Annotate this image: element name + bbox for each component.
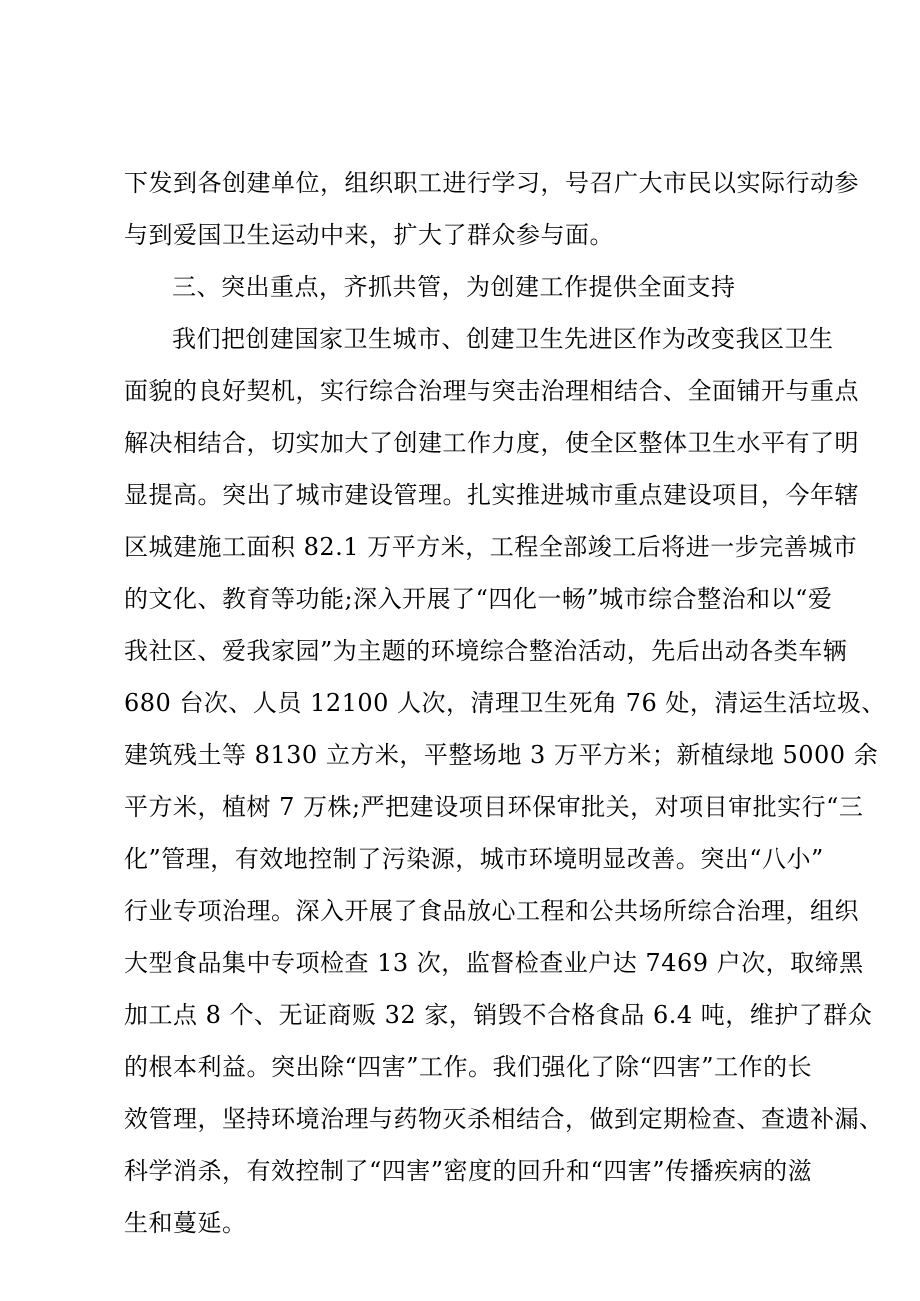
paragraph-line: 与到爱国卫生运动中来，扩大了群众参与面。: [124, 221, 614, 249]
paragraph-line: 生和蔓延。: [124, 1209, 247, 1237]
paragraph-line: 的根本利益。突出除“四害”工作。我们强化了除“四害”工作的长: [124, 1053, 813, 1081]
paragraph-line: 解决相结合，切实加大了创建工作力度，使全区整体卫生水平有了明: [124, 429, 859, 457]
section-heading: 三、突出重点，齐抓共管，为创建工作提供全面支持: [172, 273, 736, 301]
paragraph-line: 大型食品集中专项检查 13 次，监督检查业户达 7469 户次，取缔黑: [124, 949, 864, 977]
paragraph-line: 化”管理，有效地控制了污染源，城市环境明显改善。突出“八小”: [124, 845, 824, 873]
paragraph-line: 平方米，植树 7 万株;严把建设项目环保审批关，对项目审批实行“三: [124, 793, 864, 821]
paragraph-line: 建筑残土等 8130 立方米，平整场地 3 万平方米；新植绿地 5000 余: [124, 741, 879, 769]
paragraph-line: 显提高。突出了城市建设管理。扎实推进城市重点建设项目，今年辖: [124, 481, 859, 509]
paragraph-line: 加工点 8 个、无证商贩 32 家，销毁不合格食品 6.4 吨，维护了群众: [124, 1001, 873, 1029]
paragraph-line: 680 台次、人员 12100 人次，清理卫生死角 76 处，清运生活垃圾、: [124, 689, 886, 717]
paragraph-line: 的文化、教育等功能;深入开展了“四化一畅”城市综合整治和以“爱: [124, 585, 833, 613]
paragraph-line: 科学消杀，有效控制了“四害”密度的回升和“四害”传播疾病的滋: [124, 1157, 813, 1185]
paragraph-line: 下发到各创建单位，组织职工进行学习，号召广大市民以实际行动参: [124, 169, 859, 197]
paragraph-line: 行业专项治理。深入开展了食品放心工程和公共场所综合治理，组织: [124, 897, 859, 925]
paragraph-line: 我社区、爱我家园”为主题的环境综合整治活动，先后出动各类车辆: [124, 637, 848, 665]
paragraph-line: 面貌的良好契机，实行综合治理与突击治理相结合、全面铺开与重点: [124, 377, 859, 405]
paragraph-line: 区城建施工面积 82.1 万平方米，工程全部竣工后将进一步完善城市: [124, 533, 858, 561]
paragraph-line: 我们把创建国家卫生城市、创建卫生先进区作为改变我区卫生: [172, 325, 834, 353]
paragraph-line: 效管理，坚持环境治理与药物灭杀相结合，做到定期检查、查遗补漏、: [124, 1105, 884, 1133]
